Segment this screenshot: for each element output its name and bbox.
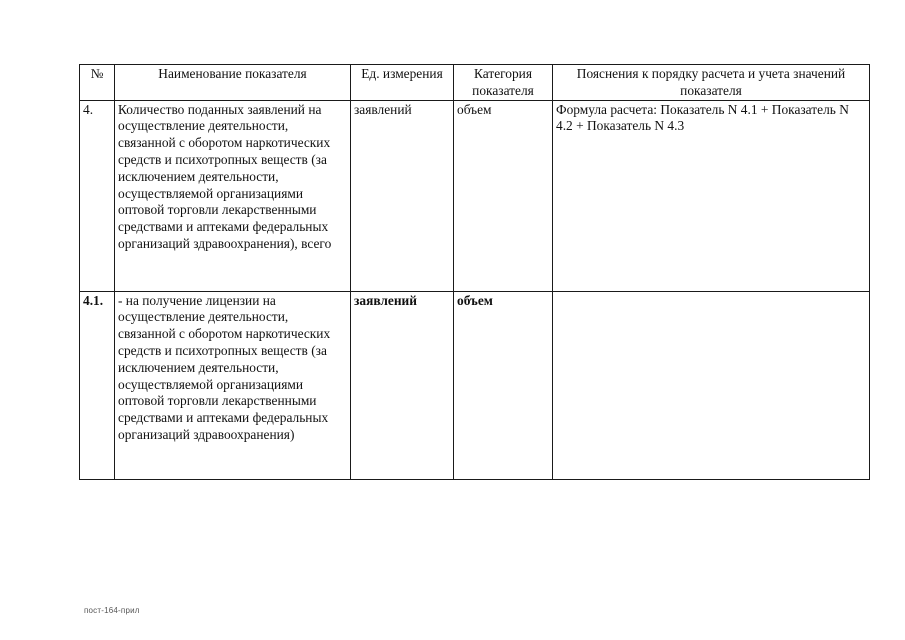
table-header (80, 65, 870, 101)
table-row (80, 291, 870, 479)
table-body (80, 100, 870, 479)
header-category: Категория показателя (454, 65, 553, 101)
header-notes: Пояснения к порядку расчета и учета значений показателя (553, 65, 870, 101)
calculation-notes (553, 291, 870, 479)
indicators-table (79, 64, 870, 480)
category-value: объем (454, 291, 553, 479)
document-footer-code: пост-164-прил (84, 606, 140, 615)
header-number: № (80, 65, 115, 101)
row-number: 4.1. (80, 291, 115, 479)
calculation-notes: Формула расчета: Показатель N 4.1 + Показатель N 4.2 + Показатель N 4.3 (553, 100, 870, 291)
indicator-name: - на получение лицензии на осуществление деятельности, связанной с оборотом наркотических средств и психотропных веществ (за исключением деятельности, осуществляемой организациями оптовой торговли лекарственными средствами и аптеками федеральных организаций здравоохранения) (115, 291, 351, 479)
header-row (80, 65, 870, 101)
header-indicator-name: Наименование показателя (115, 65, 351, 101)
category-value: объем (454, 100, 553, 291)
header-unit: Ед. измерения (351, 65, 454, 101)
unit-value: заявлений (351, 291, 454, 479)
unit-value: заявлений (351, 100, 454, 291)
table-row (80, 100, 870, 291)
indicator-name: Количество поданных заявлений на осуществление деятельности, связанной с оборотом наркотических средств и психотропных веществ (за исключением деятельности, осуществляемой организациями оптовой торговли лекарственными средствами и аптеками федеральных организаций здравоохранения), всего (115, 100, 351, 291)
row-number: 4. (80, 100, 115, 291)
